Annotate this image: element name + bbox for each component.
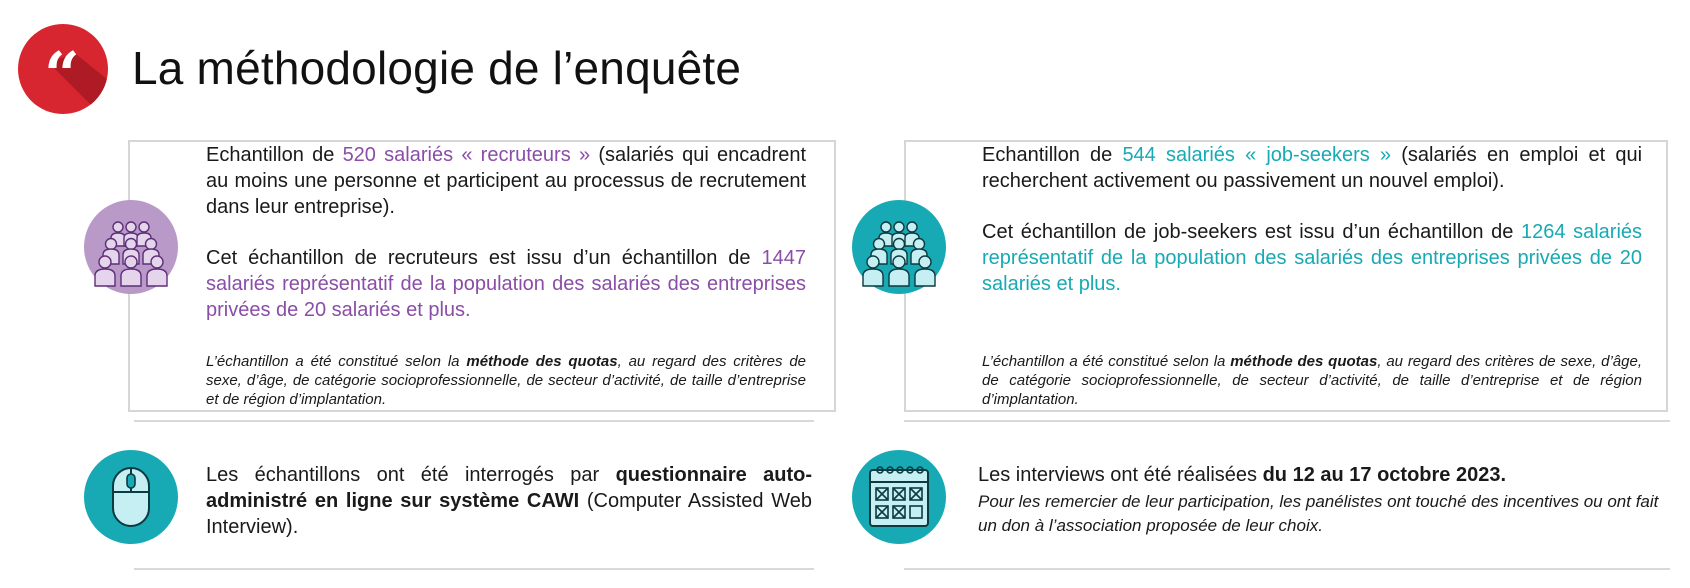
svg-text:“: “ [44, 38, 80, 111]
recruiters-origin-paragraph: Cet échantillon de recruteurs est issu d’un échantillon de 1447 salariés représentatif de la population des salariés des entreprises privées de 20 salariés et plus. [206, 247, 806, 321]
dates-text: Les interviews ont été réalisées du 12 au 17 octobre 2023. [978, 464, 1507, 486]
recruiters-sample-paragraph: Echantillon de 520 salariés « recruteurs » (salariés qui encadrent au moins une personne et participent au processus de recrutement dans leur entreprise). [206, 144, 807, 218]
recruiters-text [206, 142, 806, 323]
incentives-note: Pour les remercier de leur participation, les panélistes ont touché des incentives ou ont fait un don à l’association proposée de leur choix. [978, 492, 1659, 535]
jobseekers-text [982, 142, 1642, 297]
recruiters-group-icon [84, 200, 178, 294]
jobseekers-sample-paragraph: Echantillon de 544 salariés « job-seekers » (salariés en emploi et qui recherchent activement ou passivement un nouvel emploi). [982, 144, 1643, 192]
recruiters-base-sample: 1447 salariés représentatif de la population des salariés des entreprises privées de 20 salariés et plus. [206, 247, 806, 321]
survey-dates: du 12 au 17 octobre 2023. [1262, 464, 1507, 486]
jobseekers-base-sample: 1264 salariés représentatif de la population des salariés des entreprises privées de 20 salariés et plus. [982, 221, 1643, 295]
calendar-icon [852, 450, 946, 544]
jobseekers-count: 544 salariés « job-seekers » [1122, 144, 1392, 166]
divider [134, 420, 814, 422]
quote-icon [18, 24, 108, 114]
recruiters-quota-note: L’échantillon a été constitué selon la méthode des quotas, au regard des critères de sexe, d’âge, de catégorie socioprofessionnelle, de secteur d’activité, de taille d’entreprise et de région d’implantation. [206, 353, 807, 408]
mouse-icon [84, 450, 178, 544]
survey-method: questionnaire auto-administré en ligne sur système CAWI [206, 464, 812, 512]
recruiters-count: 520 salariés « recruteurs » [342, 144, 591, 166]
divider [904, 420, 1670, 422]
page-title: La méthodologie de l’enquête [132, 42, 742, 94]
jobseekers-origin-paragraph: Cet échantillon de job-seekers est issu d’un échantillon de 1264 salariés représentatif de la population des salariés des entreprises privées de 20 salariés et plus. [982, 221, 1643, 295]
divider [904, 568, 1670, 570]
divider [134, 568, 814, 570]
survey-mode-text: Les échantillons ont été interrogés par questionnaire auto-administré en ligne sur système CAWI (Computer Assisted Web Interview). [206, 464, 812, 538]
jobseekers-quota-note: L’échantillon a été constitué selon la méthode des quotas, au regard des critères de sexe, d’âge, de catégorie socioprofessionnelle, de secteur d’activité, de taille d’entreprise et de région d’implantation. [982, 353, 1642, 408]
jobseekers-group-icon [852, 200, 946, 294]
